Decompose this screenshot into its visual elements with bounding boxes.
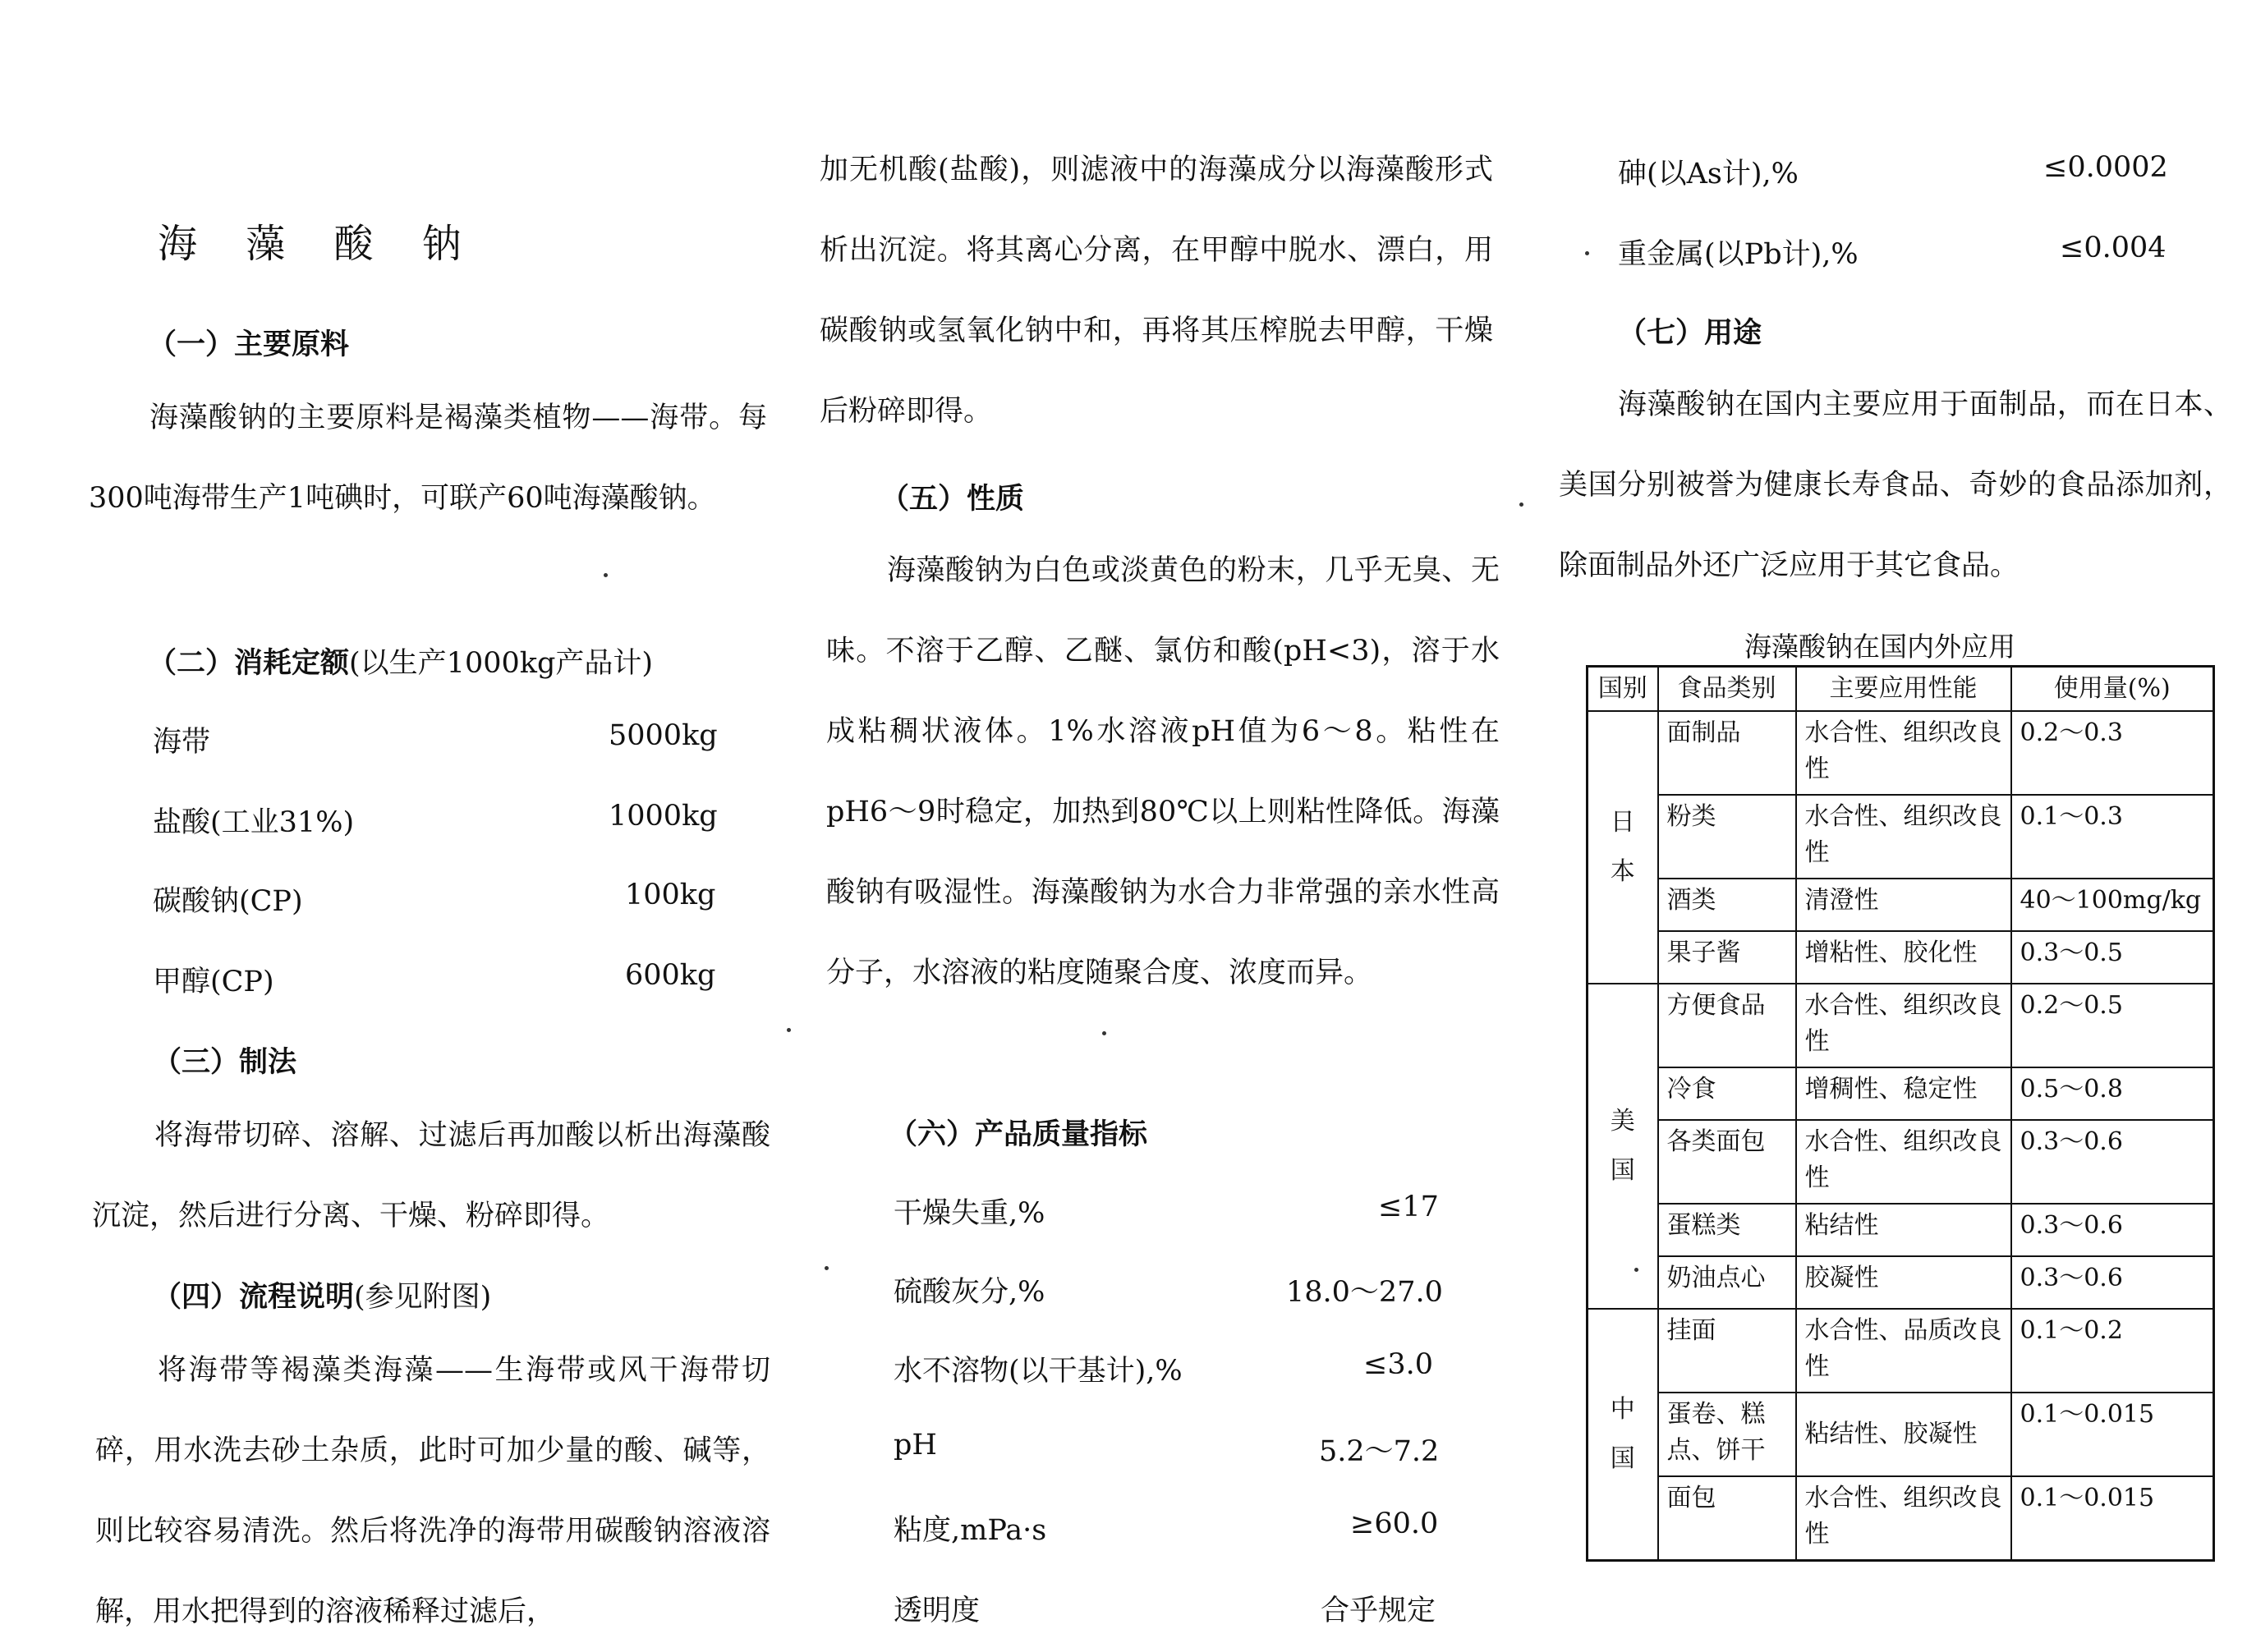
food-cell: 面制品 — [1658, 711, 1796, 795]
property-cell: 增稠性、稳定性 — [1796, 1067, 2011, 1120]
spec-row — [894, 1429, 1444, 1468]
food-cell: 蛋卷、糕点、饼干 — [1658, 1393, 1796, 1476]
material-amount: 100kg — [625, 879, 716, 911]
food-cell: 粉类 — [1658, 795, 1796, 879]
table-title: 海藻酸钠在国内外应用 — [1744, 631, 2015, 663]
amount-cell: 0.1～0.2 — [2011, 1309, 2214, 1393]
table-row — [1588, 1067, 2214, 1120]
scan-speck — [604, 573, 608, 577]
amount-cell: 0.5～0.8 — [2011, 1067, 2214, 1120]
table-row — [1588, 1256, 2214, 1309]
material-amount: 600kg — [625, 959, 716, 992]
spec-name: pH — [894, 1429, 937, 1462]
spec-row — [894, 1348, 1444, 1388]
material-amount: 5000kg — [609, 719, 718, 752]
table-row — [1588, 984, 2214, 1067]
property-cell: 水合性、组织改良性 — [1796, 984, 2011, 1067]
property-cell: 水合性、组织改良性 — [1796, 1120, 2011, 1204]
material-name: 海带 — [153, 726, 211, 759]
amount-cell: 0.1～0.015 — [2011, 1476, 2214, 1560]
raw-materials-paragraph: 海藻酸钠的主要原料是褐藻类植物——海带。每300吨海带生产1吨碘时，可联产60吨海藻酸钠。 — [89, 402, 767, 515]
country-cell — [1588, 984, 1658, 1309]
spec-row — [894, 1588, 1444, 1627]
property-cell: 水合性、组织改良性 — [1796, 711, 2011, 795]
column-header-amount: 使用量(%) — [2011, 667, 2214, 712]
amount-cell: 0.3～0.6 — [2011, 1120, 2214, 1204]
table-row — [1588, 931, 2214, 984]
properties-paragraph: 海藻酸钠为白色或淡黄色的粉末，几乎无臭、无味。不溶于乙醇、乙醚、氯仿和酸(pH<3)，溶于水成粘稠状液体。1%水溶液pH值为6～8。粘性在pH6～9时稳定，加热到80℃以上则粘性降低。海藻酸钠有吸湿性。海藻酸钠为水合力非常强的亲水性高分子，水溶液的粘度随聚合度、浓度而异。 — [826, 554, 1500, 989]
food-cell: 奶油点心 — [1658, 1256, 1796, 1309]
spec-value: ≤3.0 — [1363, 1348, 1433, 1381]
property-cell: 增粘性、胶化性 — [1796, 931, 2011, 984]
amount-cell: 40～100mg/kg — [2011, 879, 2214, 931]
table-row — [1588, 1393, 2214, 1476]
property-cell: 水合性、组织改良性 — [1796, 1476, 2011, 1560]
country-cell — [1588, 711, 1658, 984]
section-heading-method: （三）制法 — [153, 1046, 297, 1079]
amount-cell: 0.2～0.5 — [2011, 984, 2214, 1067]
country-cell — [1588, 1309, 1658, 1560]
property-cell: 清澄性 — [1796, 879, 2011, 931]
process-heading-text: （四）流程说明 — [153, 1281, 355, 1314]
scan-speck — [1585, 251, 1589, 255]
spec-name: 干燥失重,% — [894, 1197, 1045, 1230]
food-cell: 果子酱 — [1658, 931, 1796, 984]
material-name: 甲醇(CP) — [153, 966, 274, 998]
food-cell: 蛋糕类 — [1658, 1204, 1796, 1256]
property-cell: 水合性、品质改良性 — [1796, 1309, 2011, 1393]
spec-value: 5.2～7.2 — [1319, 1435, 1440, 1468]
process-paragraph: 将海带等褐藻类海藻——生海带或风干海带切碎，用水洗去砂土杂质，此时可加少量的酸、碱等，则比较容易清洗。然后将洗净的海带用碳酸钠溶液溶解，用水把得到的溶液稀释过滤后， — [95, 1354, 770, 1628]
spec-value: 合乎规定 — [1321, 1595, 1436, 1627]
method-paragraph: 将海带切碎、溶解、过滤后再加酸以析出海藻酸沉淀，然后进行分离、干燥、粉碎即得。 — [92, 1119, 770, 1232]
material-row — [153, 800, 718, 839]
food-cell: 冷食 — [1658, 1067, 1796, 1120]
spec-name: 粘度,mPa·s — [894, 1514, 1047, 1547]
spec-name: 水不溶物(以干基计),% — [894, 1355, 1183, 1388]
table-header-row — [1588, 667, 2214, 712]
section-heading-properties: （五）性质 — [880, 483, 1025, 516]
property-cell: 水合性、组织改良性 — [1796, 795, 2011, 879]
spec-row — [1618, 232, 2176, 271]
uses-paragraph: 海藻酸钠在国内主要应用于面制品，而在日本、美国分别被誉为健康长寿食品、奇妙的食品添加剂，除面制品外还广泛应用于其它食品。 — [1559, 388, 2232, 582]
property-cell: 粘结性、胶凝性 — [1796, 1393, 2011, 1476]
section-heading-raw-materials: （一）主要原料 — [148, 328, 350, 361]
spec-row — [894, 1269, 1444, 1309]
consumption-heading-text: （二）消耗定额 — [148, 647, 350, 680]
table-row — [1588, 795, 2214, 879]
table-row — [1588, 879, 2214, 931]
table-row — [1588, 711, 2214, 795]
spec-row — [1618, 151, 2176, 190]
spec-name: 透明度 — [894, 1595, 981, 1627]
section-heading-quality: （六）产品质量指标 — [889, 1118, 1148, 1151]
spec-value: ≤0.004 — [2060, 232, 2167, 264]
spec-name: 硫酸灰分,% — [894, 1276, 1045, 1309]
spec-row — [894, 1507, 1444, 1547]
column-header-property: 主要应用性能 — [1796, 667, 2011, 712]
property-cell: 粘结性 — [1796, 1204, 2011, 1256]
food-cell: 挂面 — [1658, 1309, 1796, 1393]
country-label: 中国 — [1610, 1394, 1635, 1473]
column-header-country: 国别 — [1588, 667, 1658, 712]
table-row — [1588, 1476, 2214, 1560]
spec-name: 砷(以As计),% — [1618, 158, 1799, 190]
application-table — [1586, 665, 2215, 1562]
page-title: 海 藻 酸 钠 — [158, 221, 480, 267]
table-row — [1588, 1309, 2214, 1393]
section-heading-process — [153, 1274, 491, 1315]
material-row — [153, 959, 716, 998]
material-row — [153, 879, 716, 918]
scan-speck — [787, 1028, 791, 1032]
food-cell: 酒类 — [1658, 879, 1796, 931]
country-label: 日本 — [1610, 808, 1635, 886]
amount-cell: 0.3～0.6 — [2011, 1256, 2214, 1309]
spec-value: ≤0.0002 — [2043, 151, 2168, 184]
spec-value: 18.0～27.0 — [1286, 1276, 1443, 1309]
table-row — [1588, 1120, 2214, 1204]
spec-name: 重金属(以Pb计),% — [1618, 238, 1859, 271]
section-heading-uses: （七）用途 — [1618, 317, 1762, 350]
material-amount: 1000kg — [609, 800, 718, 833]
table-row — [1588, 1204, 2214, 1256]
spec-value: ≤17 — [1378, 1191, 1439, 1223]
process-continued-paragraph: 加无机酸(盐酸)，则滤液中的海藻成分以海藻酸形式析出沉淀。将其离心分离，在甲醇中脱水、漂白，用碳酸钠或氢氧化钠中和，再将其压榨脱去甲醇，干燥后粉碎即得。 — [820, 154, 1493, 428]
scan-speck — [1102, 1031, 1106, 1035]
scan-speck — [1519, 502, 1523, 507]
spec-value: ≥60.0 — [1350, 1507, 1439, 1540]
amount-cell: 0.1～0.3 — [2011, 795, 2214, 879]
material-name: 盐酸(工业31%) — [153, 806, 355, 839]
material-name: 碳酸钠(CP) — [153, 885, 303, 918]
food-cell: 各类面包 — [1658, 1120, 1796, 1204]
scan-speck — [1634, 1268, 1638, 1272]
amount-cell: 0.2～0.3 — [2011, 711, 2214, 795]
scan-speck — [825, 1266, 829, 1270]
amount-cell: 0.3～0.6 — [2011, 1204, 2214, 1256]
amount-cell: 0.3～0.5 — [2011, 931, 2214, 984]
spec-row — [894, 1191, 1444, 1230]
material-row — [153, 719, 718, 759]
country-label: 美国 — [1610, 1107, 1635, 1185]
section-heading-consumption — [148, 640, 653, 681]
food-cell: 面包 — [1658, 1476, 1796, 1560]
property-cell: 胶凝性 — [1796, 1256, 2011, 1309]
food-cell: 方便食品 — [1658, 984, 1796, 1067]
column-header-food: 食品类别 — [1658, 667, 1796, 712]
consumption-heading-note: (以生产1000kg产品计) — [349, 647, 654, 680]
process-heading-note: (参见附图) — [354, 1281, 492, 1314]
amount-cell: 0.1～0.015 — [2011, 1393, 2214, 1476]
